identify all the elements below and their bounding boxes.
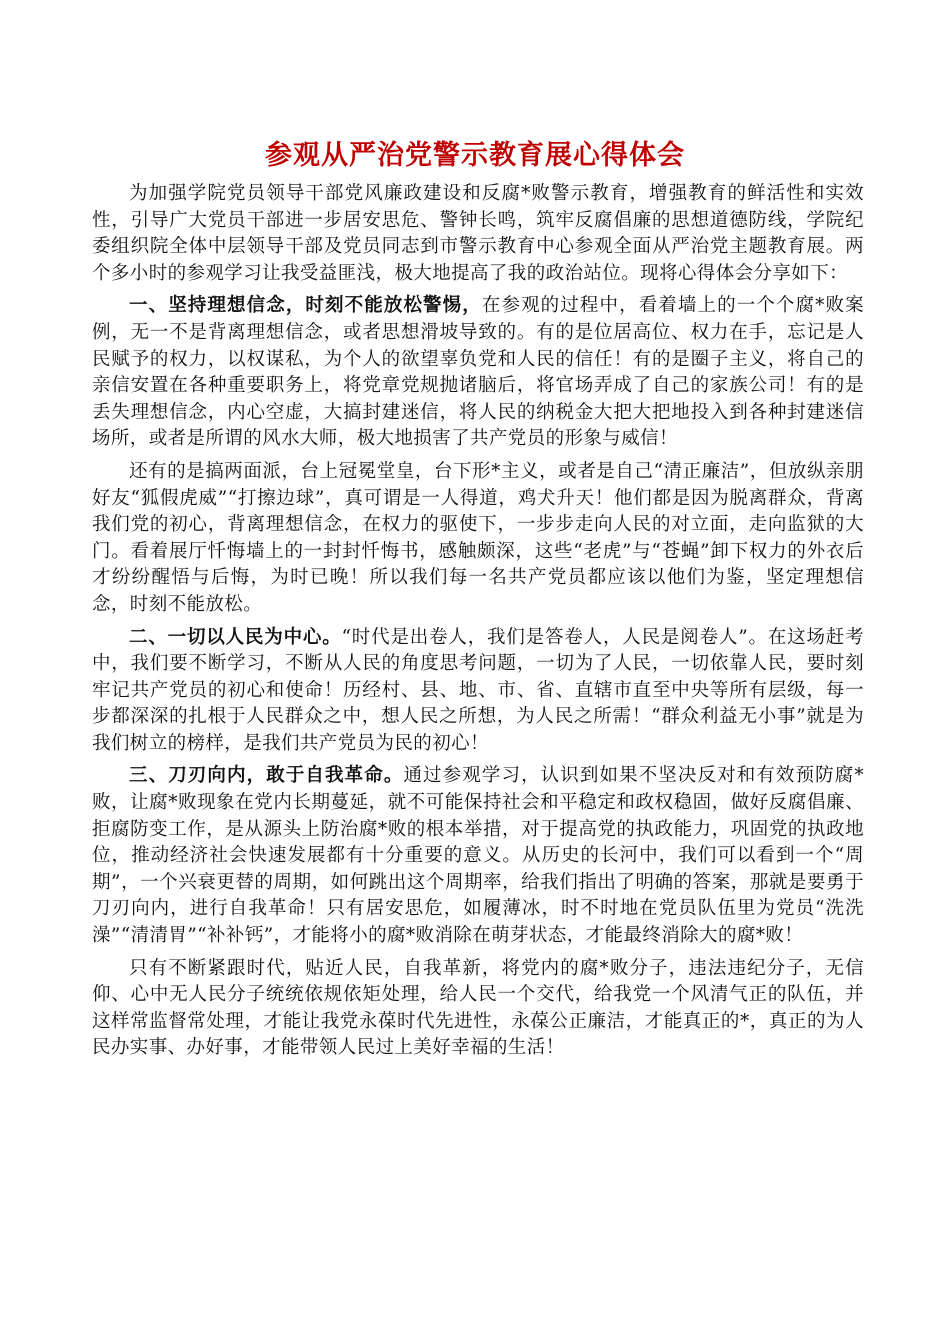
paragraph-text: “时代是出卷人，我们是答卷人，人民是阅卷人”。在这场赶考中，我们要不断学习，不断从人民的角度思考问题，一切为了人民，一切依靠人民，要时刻牢记共产党员的初心和使命！历经村、县、地、市、省、直辖市直至中央等所有层级，每一步都深深的扎根于人民群众之中，想人民之所想，为人民之所需！“群众利益无小事”就是为我们树立的榜样，是我们共产党员为民的初心！ xyxy=(92,626,864,754)
paragraph-intro xyxy=(92,181,864,287)
document-body xyxy=(92,181,864,1068)
section-heading: 一、坚持理想信念，时刻不能放松警惕， xyxy=(129,295,482,317)
paragraph-text: 只有不断紧跟时代，贴近人民，自我革新，将党内的腐*败分子，违法违纪分子，无信仰、心中无人民分子统统依规依矩处理，给人民一个交代，给我党一个风清气正的队伍，并这样常监督常处理，才能让我党永葆时代先进性，永葆公正廉洁，才能真正的*，真正的为人民办实事、办好事，才能带领人民过上美好幸福的生活！ xyxy=(92,957,864,1059)
paragraph-text: 在参观的过程中，看着墙上的一个个腐*败案例，无一不是背离理想信念，或者思想滑坡导致的。有的是位居高位、权力在手，忘记是人民赋予的权力，以权谋私，为个人的欲望辜负党和人民的信任！有的是圈子主义，将自己的亲信安置在各种重要职务上，将党章党规抛诸脑后，将官场弄成了自己的家族公司！有的是丢失理想信念，内心空虚，大搞封建迷信，将人民的纳税金大把大把地投入到各种封建迷信场所，或者是所谓的风水大师，极大地损害了共产党员的形象与威信！ xyxy=(92,295,864,450)
paragraph-section-3 xyxy=(92,763,864,949)
paragraph-conclusion xyxy=(92,956,864,1062)
section-heading: 三、刀刃向内，敢于自我革命。 xyxy=(129,765,404,787)
section-heading: 二、一切以人民为中心。 xyxy=(129,626,342,648)
paragraph-section-2 xyxy=(92,625,864,758)
paragraph-section-1 xyxy=(92,293,864,453)
paragraph-text: 还有的是搞两面派，台上冠冕堂皇，台下形*主义，或者是自己“清正廉洁”，但放纵亲朋好友“狐假虎威”“打擦边球”，真可谓是一人得道，鸡犬升天！他们都是因为脱离群众，背离我们党的初心，背离理想信念，在权力的驱使下，一步步走向人民的对立面，走向监狱的大门。看着展厅忏悔墙上的一封封忏悔书，感触颇深，这些“老虎”与“苍蝇”卸下权力的外衣后才纷纷醒悟与后悔，为时已晚！所以我们每一名共产党员都应该以他们为鉴，坚定理想信念，时刻不能放松。 xyxy=(92,460,864,615)
paragraph-text: 通过参观学习，认识到如果不坚决反对和有效预防腐*败，让腐*败现象在党内长期蔓延，就不可能保持社会和平稳定和政权稳固，做好反腐倡廉、拒腐防变工作，是从源头上防治腐*败的根本举措，对于提高党的执政能力，巩固党的执政地位，推动经济社会快速发展都有十分重要的意义。从历史的长河中，我们可以看到一个“周期”，一个兴衰更替的周期，如何跳出这个周期率，给我们指出了明确的答案，那就是要勇于刀刃向内，进行自我革命！只有居安思危，如履薄冰，时不时地在党员队伍里为党员“洗洗澡”“清清胃”“补补钙”，才能将小的腐*败消除在萌芽状态，才能最终消除大的腐*败！ xyxy=(92,765,864,947)
paragraph-section-1-continued xyxy=(92,459,864,619)
paragraph-text: 为加强学院党员领导干部党风廉政建设和反腐*败警示教育，增强教育的鲜活性和实效性，引导广大党员干部进一步居安思危、警钟长鸣，筑牢反腐倡廉的思想道德防线，学院纪委组织院全体中层领导干部及党员同志到市警示教育中心参观全面从严治党主题教育展。两个多小时的参观学习让我受益匪浅，极大地提高了我的政治站位。现将心得体会分享如下： xyxy=(92,183,864,284)
document-title: 参观从严治党警示教育展心得体会 xyxy=(265,140,685,171)
